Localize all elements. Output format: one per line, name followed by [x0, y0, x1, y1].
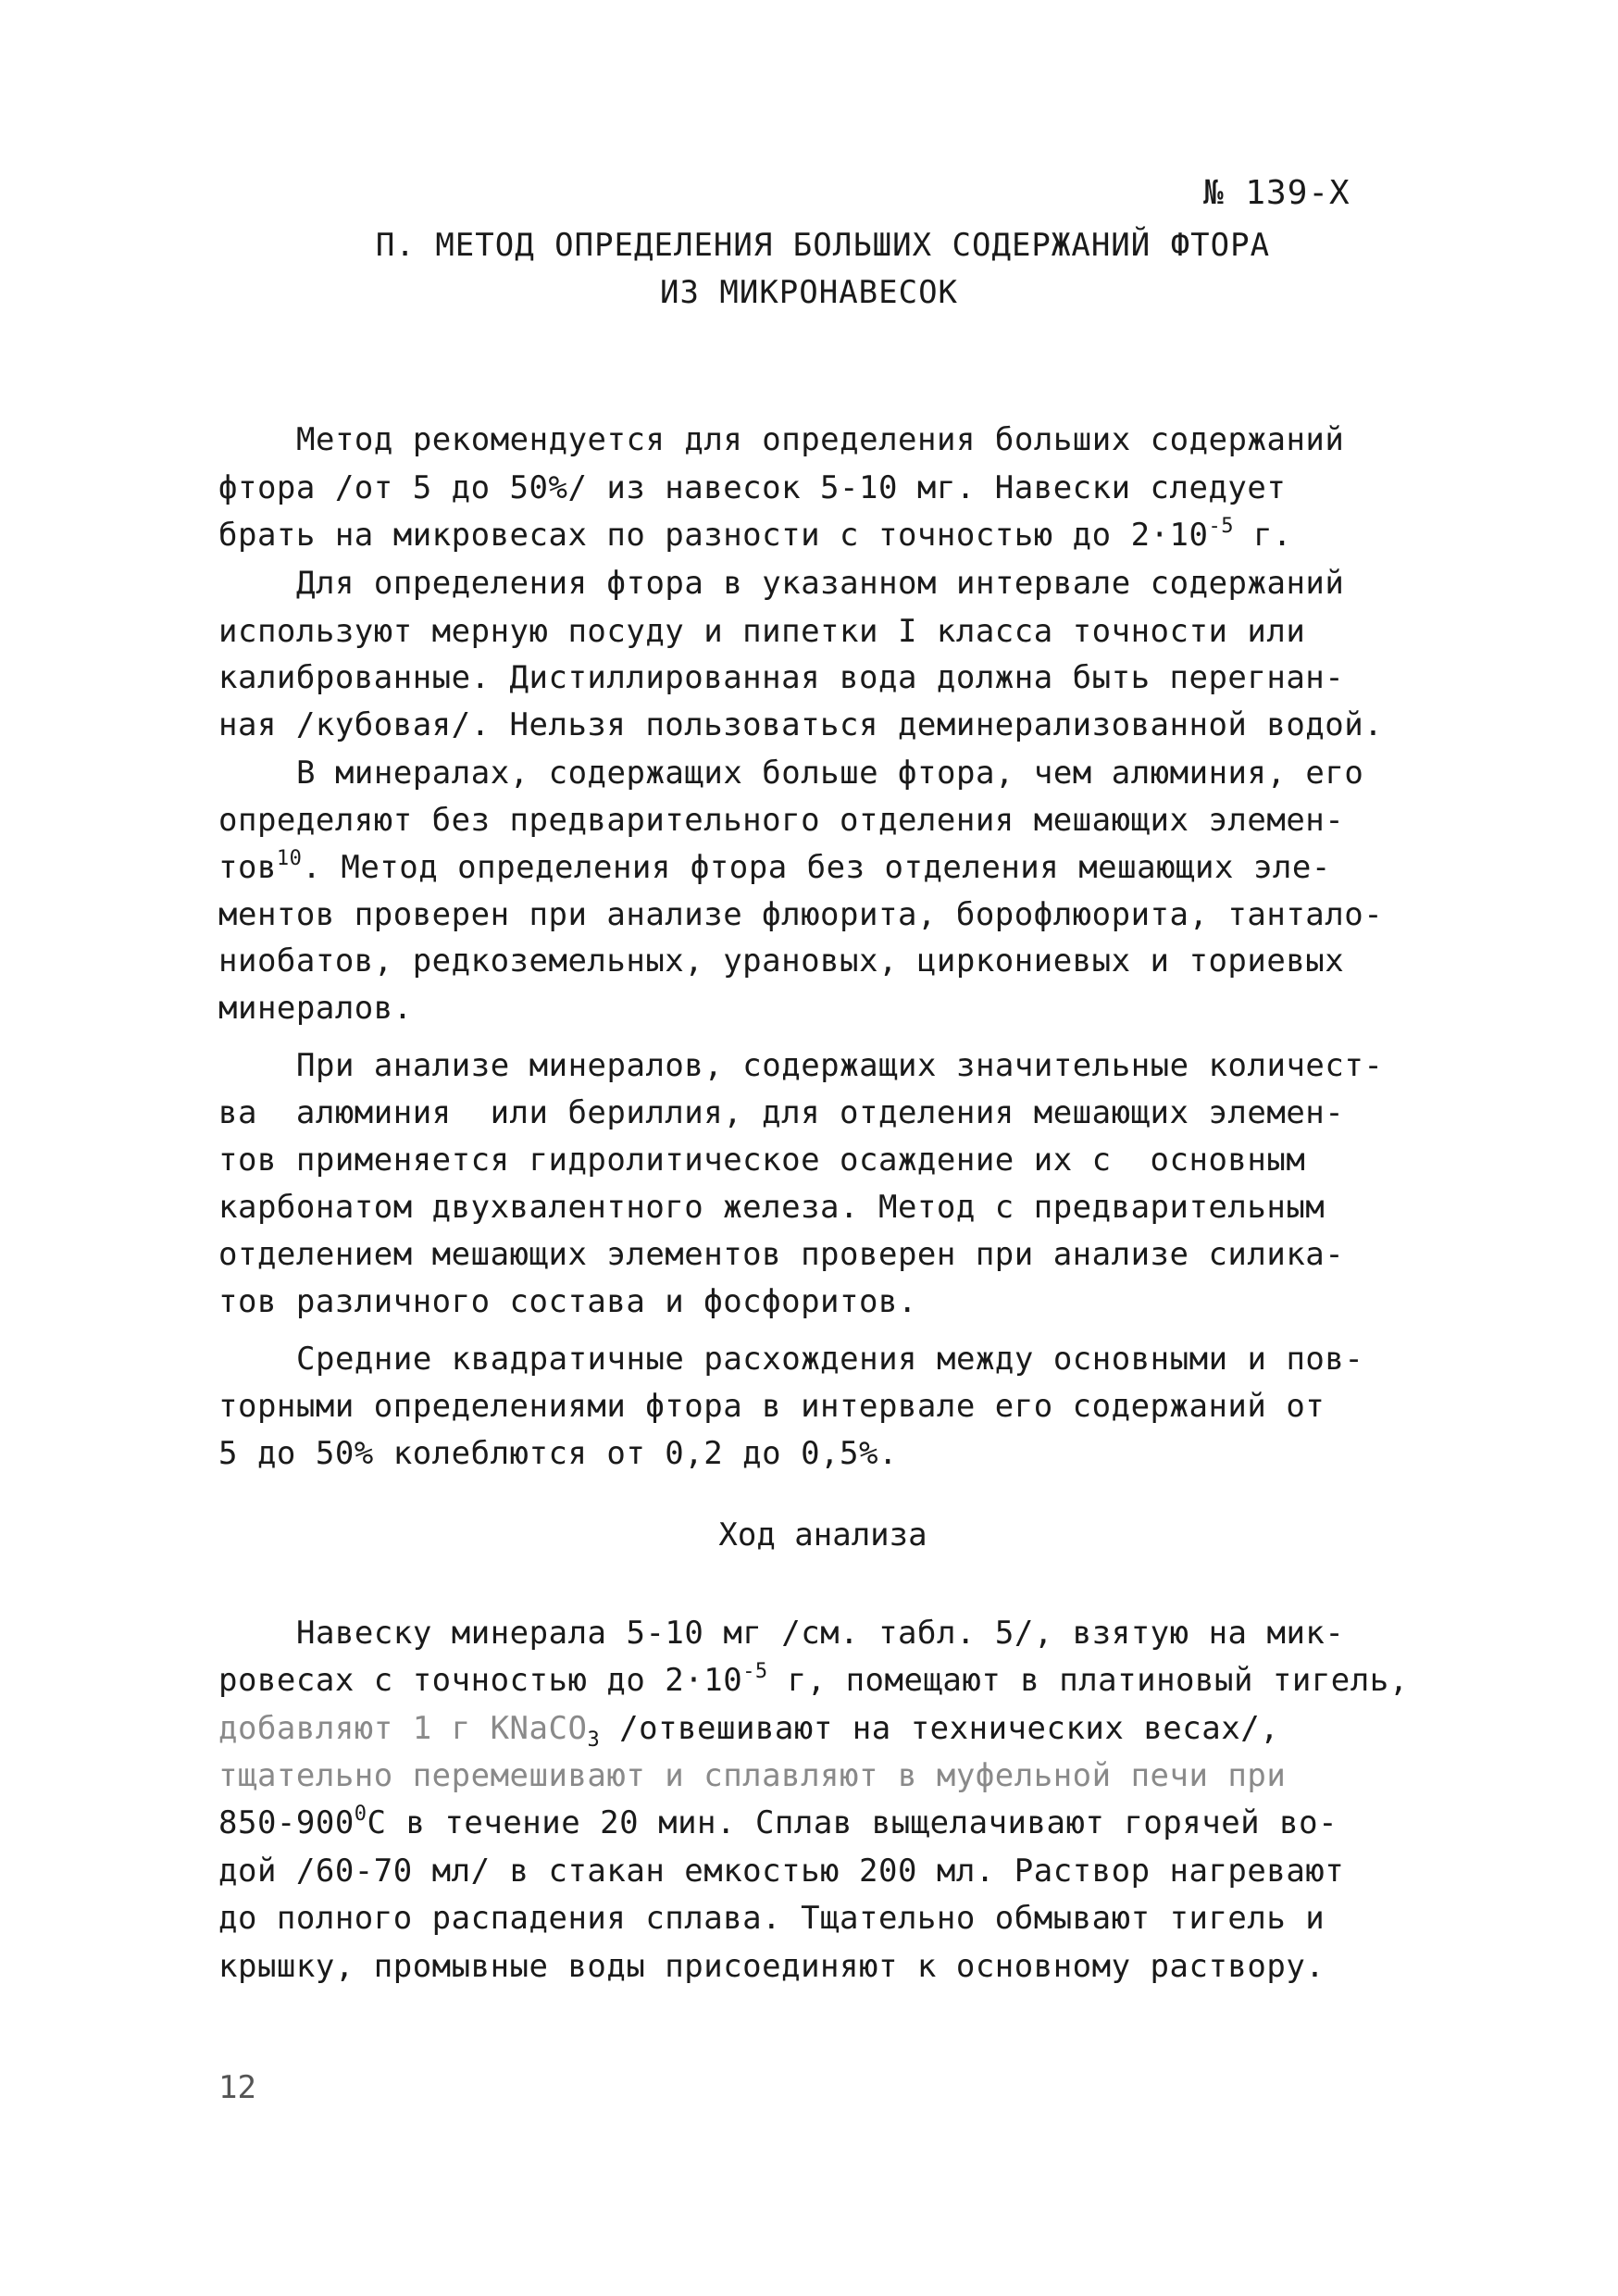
superscript: -5 [742, 1660, 768, 1683]
text-line [218, 802, 1344, 839]
text-line [218, 1662, 1409, 1699]
text-segment: минералов. [218, 990, 413, 1027]
text-segment: Навеску минерала 5-10 мг /см. табл. 5/, взятую на мик- [296, 1615, 1345, 1652]
text-segment: тов [218, 849, 277, 886]
text-line [218, 990, 413, 1027]
text-segment: При анализе минералов, содержащих значительные количест- [296, 1047, 1384, 1084]
text-line [218, 1948, 1325, 1985]
superscript: 10 [276, 847, 303, 870]
text-line [218, 1094, 1344, 1131]
text-segment: ная /кубовая/. Нельзя пользоваться деминерализованной водой. [218, 706, 1384, 743]
text-segment: ровесах с точностью до 2·10 [218, 1662, 743, 1699]
text-line [218, 706, 1383, 743]
text-line [296, 565, 1344, 602]
text-segment: фтора /от 5 до 50%/ из навесок 5-10 мг. Навески следует [218, 469, 1287, 506]
section-heading-line-2: ИЗ МИКРОНАВЕСОК [659, 274, 959, 311]
text-segment: . Метод определения фтора без отделения мешающих эле- [302, 849, 1331, 886]
text-segment: ва алюминия или бериллия, для отделения мешающих элемен- [218, 1094, 1345, 1131]
text-line [218, 1804, 1338, 1841]
text-line [218, 1283, 917, 1320]
text-line [218, 849, 1331, 886]
text-segment: г, помещают в платиновый тигель, [767, 1662, 1409, 1699]
text-line [218, 896, 1383, 933]
text-segment: тщательно перемешивают и сплавляют в муфельной печи при [218, 1757, 1287, 1794]
text-segment: тов применяется гидролитическое осаждение их с основным [218, 1142, 1306, 1179]
text-line [218, 1388, 1325, 1425]
text-line [218, 659, 1344, 696]
text-line [218, 1142, 1305, 1179]
text-segment: определяют без предварительного отделения мешающих элемен- [218, 802, 1345, 839]
page-number: 12 [218, 2069, 256, 2106]
text-segment: калиброванные. Дистиллированная вода должна быть перегнан- [218, 659, 1345, 696]
text-line [218, 1189, 1325, 1226]
text-segment: ментов проверен при анализе флюорита, борофлюорита, тантало- [218, 896, 1384, 933]
text-segment: Метод рекомендуется для определения больших содержаний [296, 421, 1345, 458]
text-segment: используют мерную посуду и пипетки I класса точности или [218, 613, 1306, 650]
text-segment: дой /60-70 мл/ в стакан емкостью 200 мл. Раствор нагревают [218, 1853, 1345, 1890]
text-segment: г. [1233, 517, 1292, 554]
superscript: -5 [1208, 515, 1234, 538]
text-line [296, 1341, 1363, 1378]
text-line [218, 517, 1292, 554]
text-segment: /отвешивают на технических весах/, [600, 1710, 1280, 1747]
text-line [296, 1615, 1344, 1652]
text-line [218, 613, 1305, 650]
text-line [218, 1853, 1344, 1890]
text-segment: 5 до 50% колеблются от 0,2 до 0,5%. [218, 1435, 898, 1472]
text-line [218, 469, 1286, 506]
text-line [218, 1900, 1325, 1937]
subsection-heading: Ход анализа [718, 1516, 927, 1554]
subscript: 3 [587, 1728, 601, 1752]
text-segment: ниобатов, редкоземельных, урановых, циркониевых и ториевых [218, 942, 1345, 980]
text-line [218, 1435, 898, 1472]
text-line [218, 1236, 1344, 1273]
text-segment: 850-900 [218, 1804, 355, 1841]
text-line [218, 1757, 1286, 1794]
text-segment: торными определениями фтора в интервале его содержаний от [218, 1388, 1326, 1425]
document-number: № 139-Х [1203, 174, 1350, 212]
text-segment: до полного распадения сплава. Тщательно обмывают тигель и [218, 1900, 1326, 1937]
text-segment: В минералах, содержащих больше фтора, чем алюминия, его [296, 755, 1364, 792]
text-segment: Средние квадратичные расхождения между основными и пов- [296, 1341, 1364, 1378]
superscript: 0 [354, 1803, 367, 1826]
text-line [296, 1047, 1383, 1084]
text-line [296, 421, 1344, 458]
text-segment: добавляют 1 г KNaCO [218, 1710, 588, 1747]
text-segment: брать на микровесах по разности с точностью до 2·10 [218, 517, 1209, 554]
text-line [218, 942, 1344, 980]
text-line [296, 755, 1363, 792]
text-segment: С в течение 20 мин. Сплав выщелачивают горячей во- [367, 1804, 1338, 1841]
section-heading-line-1: П. МЕТОД ОПРЕДЕЛЕНИЯ БОЛЬШИХ СОДЕРЖАНИЙ ФТОРА [375, 227, 1271, 264]
text-segment: карбонатом двухвалентного железа. Метод с предварительным [218, 1189, 1326, 1226]
text-segment: крышку, промывные воды присоединяют к основному раствору. [218, 1948, 1326, 1985]
text-segment: тов различного состава и фосфоритов. [218, 1283, 917, 1320]
text-segment: Для определения фтора в указанном интервале содержаний [296, 565, 1345, 602]
text-segment: отделением мешающих элементов проверен при анализе силика- [218, 1236, 1345, 1273]
text-line [218, 1710, 1280, 1752]
